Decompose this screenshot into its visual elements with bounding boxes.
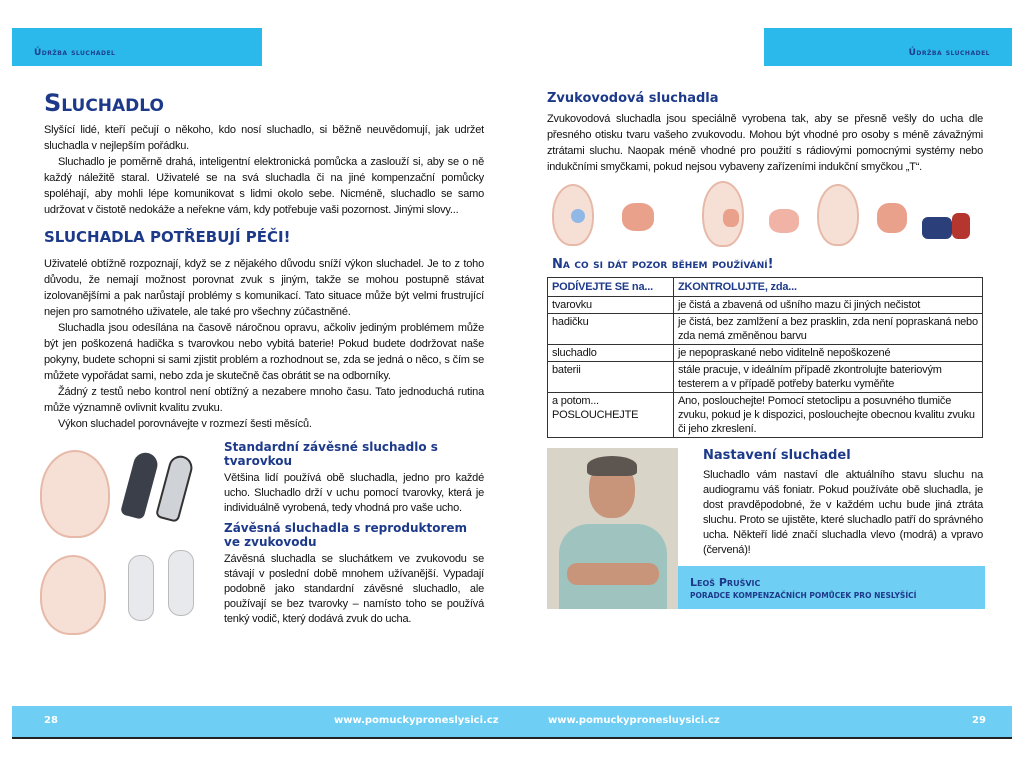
hearing-aid-illustration <box>40 440 216 640</box>
section-heading: SLUCHADLA POTŘEBUJÍ PÉČI! <box>44 228 291 246</box>
checklist-table <box>547 277 983 438</box>
page-number-left: 28 <box>44 715 58 726</box>
cell: je čistá, bez zamlžení a bez prasklin, zda není popraskaná nebo zda nemá změněnou barvu <box>674 314 983 345</box>
cell: Ano, poslouchejte! Pomocí stetoclipu a posuvného tlumiče zvuku, pokud je k dispozici, poslouchejte obecnou kvalitu zvuku či jeho zkreslení. <box>674 393 983 438</box>
cell: sluchadlo <box>548 345 674 362</box>
box1-text: Většina lidí používá obě sluchadla, jedno pro každé ucho. Sluchadlo drží v uchu pomocí tvarovky, která je individuálně vyrobená, tedy vhodná pro vaše ucho. <box>224 472 484 514</box>
paragraph: Uživatelé obtížně rozpoznají, když se z nějakého důvodu sníží výkon sluchadel. Je to z toho důvodu, že nemají možnost porovnat zvuk s jiným, takže se mohou postupně stávat izolovanějšími a pak narůstají problémy s komunikací. Tato situace může být velmi frustrující nejen pro samotného uživatele, ale také pro všechny zúčastněné. <box>44 258 484 318</box>
header-label: Údržba sluchadel <box>34 48 116 58</box>
table-header-row <box>548 278 983 297</box>
paragraph: Žádný z testů nebo kontrol není obtížný a nezabere mnoho času. Tato jednoduchá rutina může významně ovlivnit kvalitu zvuku. <box>44 386 484 414</box>
website-link-left[interactable]: www.pomuckyproneslysici.cz <box>334 715 499 726</box>
table-row <box>548 393 983 438</box>
header-right <box>764 28 1012 66</box>
page-number-right: 29 <box>972 715 986 726</box>
hearing-aid-texts <box>224 440 484 640</box>
header-left <box>12 28 262 66</box>
page-title: Sluchadlo <box>44 89 164 117</box>
body-text <box>44 256 484 432</box>
cell: baterii <box>548 362 674 393</box>
cell: tvarovku <box>548 297 674 314</box>
box2-text: Závěsná sluchadla se sluchátkem ve zvukovodu se stávají v poslední době mnohem užívanější. Vypadají podobně jako standardní závěsné sluchadlo, ale používají se bez tvarovky – namísto toho se používá tenký vodič, který dodává zvuk do ucha. <box>224 553 484 625</box>
settings-text: Sluchadlo vám nastaví dle aktuálního stavu sluchu na audiogramu váš foniatr. Pokud používáte obě sluchadla, je dost pravděpodobné, že v každém uchu bude jiná ztráta sluchu. Proto se ujistěte, které sluchadlo patří do správného ucha. Někteří lidé značí sluchadla vlevo (modrá) a vpravo (červená)! <box>703 469 983 556</box>
author-name: Leoš Prušvic <box>690 576 761 589</box>
column-header: PODÍVEJTE SE na... <box>548 278 674 297</box>
footer <box>12 706 1012 739</box>
settings-title: Nastavení sluchadel <box>703 448 851 463</box>
paragraph: Výkon sluchadel porovnávejte v rozmezí šesti měsíců. <box>58 418 312 430</box>
column-header: ZKONTROLUJTE, zda... <box>674 278 983 297</box>
table-row <box>548 297 983 314</box>
author-role: PORADCE KOMPENZAČNÍCH POMŮCEK PRO NESLYŠÍCÍ <box>690 591 917 600</box>
settings-column <box>678 448 985 609</box>
cell: stále pracuje, v ideálním případě zkontrolujte bateriovým testerem a v případě potřeby baterku vyměňte <box>674 362 983 393</box>
cell: a potom... POSLOUCHEJTE <box>548 393 674 438</box>
paragraph: Slyšící lidé, kteří pečují o někoho, kdo nosí sluchadlo, si běžně neuvědomují, jak udržet sluchadla v nejlepším pořádku. <box>44 124 484 152</box>
author-box <box>678 566 985 609</box>
itc-text: Zvukovodová sluchadla jsou speciálně vyrobena tak, aby se přesně vešly do ucha dle přesného otisku tvaru vašeho zvukovodu. Mohou být vhodné pro osoby s méně závažnými ztrátami sluchu. Naopak méně vhodné pro použití s rádiovými pomocnými systémy nebo indukčními smyčkami, pokud nejsou vybaveny zařízeními indukční smyčkou „T“. <box>547 113 983 173</box>
settings-section <box>547 448 985 609</box>
cell: je nepopraskané nebo viditelně nepoškozené <box>674 345 983 362</box>
table-row <box>548 362 983 393</box>
website-link-right[interactable]: www.pomuckypronesluysici.cz <box>548 715 720 726</box>
table-row <box>548 345 983 362</box>
settings-block <box>678 448 985 558</box>
in-ear-aids-illustration <box>547 181 983 253</box>
cell: je čistá a zbavená od ušního mazu či jiných nečistot <box>674 297 983 314</box>
header-label: Údržba sluchadel <box>908 48 990 58</box>
box2-title: Závěsná sluchadla s reproduktorem ve zvukovodu <box>224 521 468 549</box>
paragraph: Sluchadlo je poměrně drahá, inteligentní elektronická pomůcka a zaslouží si, aby se o ně každý náležitě staral. Uživatelé se na svá sluchadla či na jiné kompenzační pomůcky spoléhají, aby mohli lépe komunikovat s lidmi okolo sebe. Nicméně, sluchadlo se samo udržovat v čistotě nedokáže a neřekne vám, kdy potřebuje vaši pozornost. Jinými slovy... <box>44 156 484 216</box>
itc-title: Zvukovodová sluchadla <box>547 91 719 106</box>
table-row <box>548 314 983 345</box>
hearing-aid-section <box>44 440 484 640</box>
table-title: Na co si dát pozor během používání! <box>552 257 774 272</box>
left-page <box>44 88 484 640</box>
box1-title: Standardní závěsné sluchadlo s tvarovkou <box>224 440 438 468</box>
author-photo <box>547 448 678 609</box>
right-page <box>547 91 985 609</box>
intro-text <box>44 122 484 218</box>
cell: hadičku <box>548 314 674 345</box>
paragraph: Sluchadla jsou odesílána na časově náročnou opravu, ačkoliv jediným problémem může být jen poškozená hadička s tvarovkou nebo vybitá baterie! Pokud budete dodržovat naše pokyny, budete schopni si sami zjistit problém a rozhodnout se, zda se jedná o něco, s čím se můžete vypořádat sami, nebo zda je skutečně čas obrátit se na odborníky. <box>44 322 484 382</box>
